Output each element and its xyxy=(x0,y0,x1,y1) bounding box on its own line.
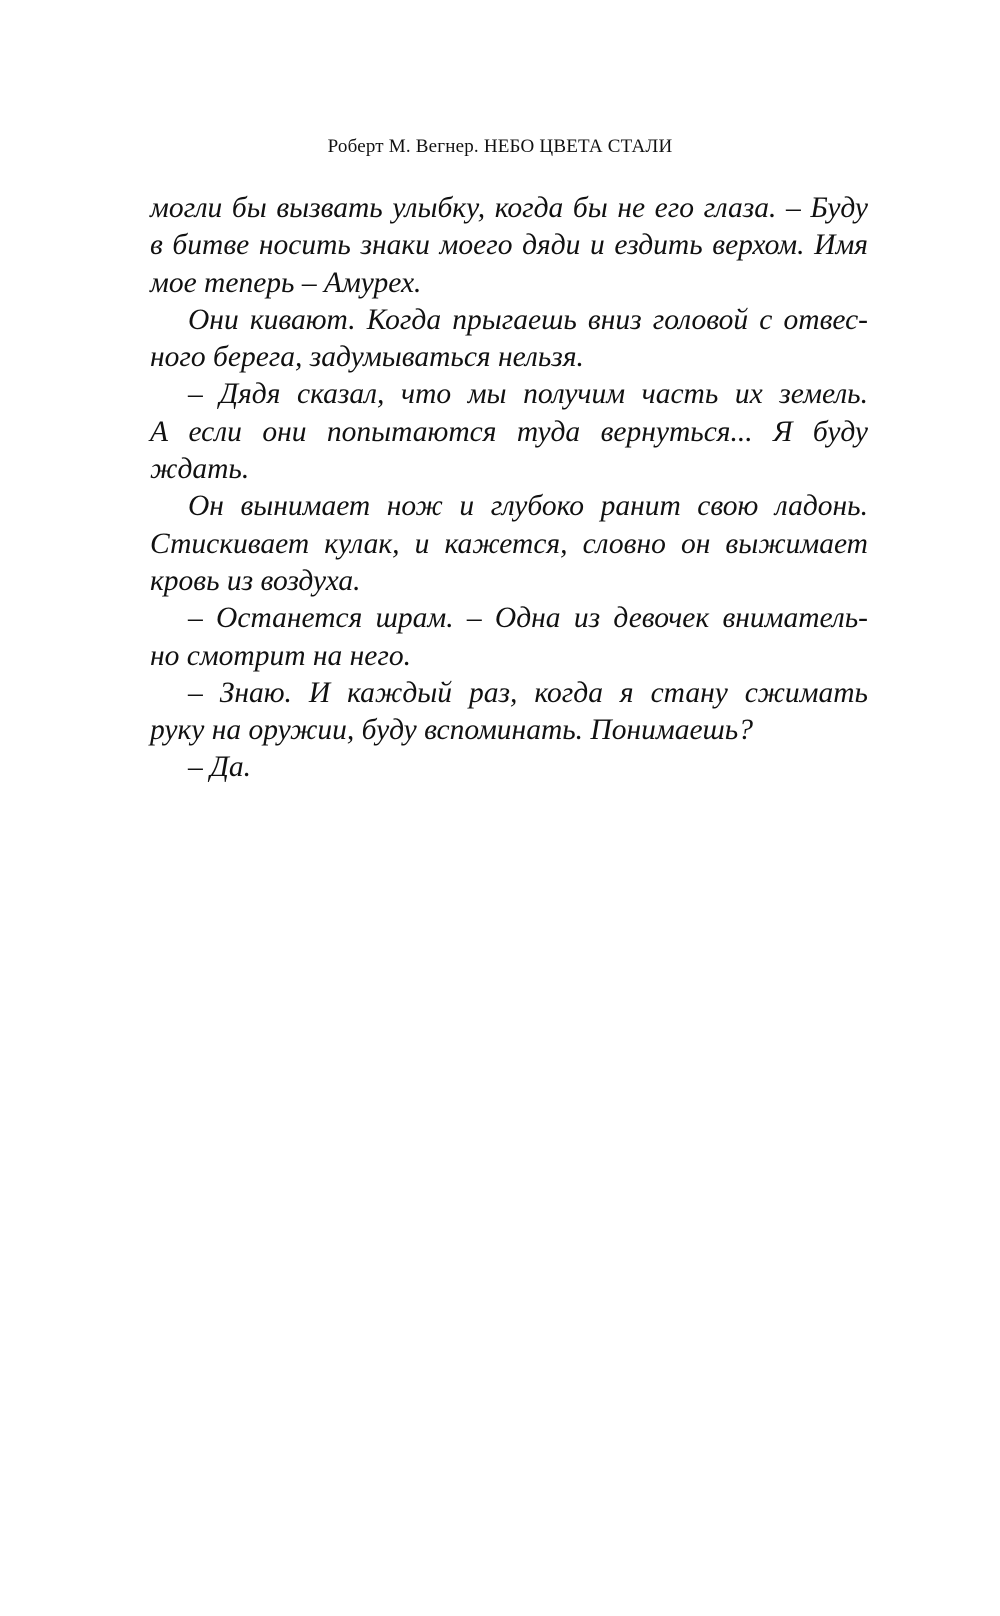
body-text xyxy=(150,190,868,787)
text-line: – Дядя сказал, что мы получим часть их земель. xyxy=(188,378,868,411)
text-line: мое теперь – Амурех. xyxy=(150,266,422,299)
text-line: Он вынимает нож и глубоко ранит свою ладонь. xyxy=(188,490,868,523)
text-line: Стискивает кулак, и кажется, словно он выжимает xyxy=(150,527,868,560)
text-line: руку на оружии, буду вспоминать. Понимаешь? xyxy=(150,714,753,747)
text-line: в битве носить знаки моего дяди и ездить верхом. Имя xyxy=(150,229,868,262)
text-line: ного берега, задумываться нельзя. xyxy=(150,341,584,374)
text-line: А если они попытаются туда вернуться... Я буду xyxy=(150,415,868,448)
text-line: ждать. xyxy=(150,453,250,486)
running-head: Роберт М. Вегнер. НЕБО ЦВЕТА СТАЛИ xyxy=(327,136,673,157)
text-line: кровь из воздуха. xyxy=(150,564,361,597)
text-line: – Останется шрам. – Одна из девочек вниматель- xyxy=(188,602,868,635)
text-line: – Да. xyxy=(188,751,252,784)
text-line: могли бы вызвать улыбку, когда бы не его глаза. – Буду xyxy=(150,192,868,224)
text-line: Они кивают. Когда прыгаешь вниз головой с отвес- xyxy=(188,303,868,336)
text-line: – Знаю. И каждый раз, когда я стану сжимать xyxy=(188,676,868,709)
text-line: но смотрит на него. xyxy=(150,639,412,672)
